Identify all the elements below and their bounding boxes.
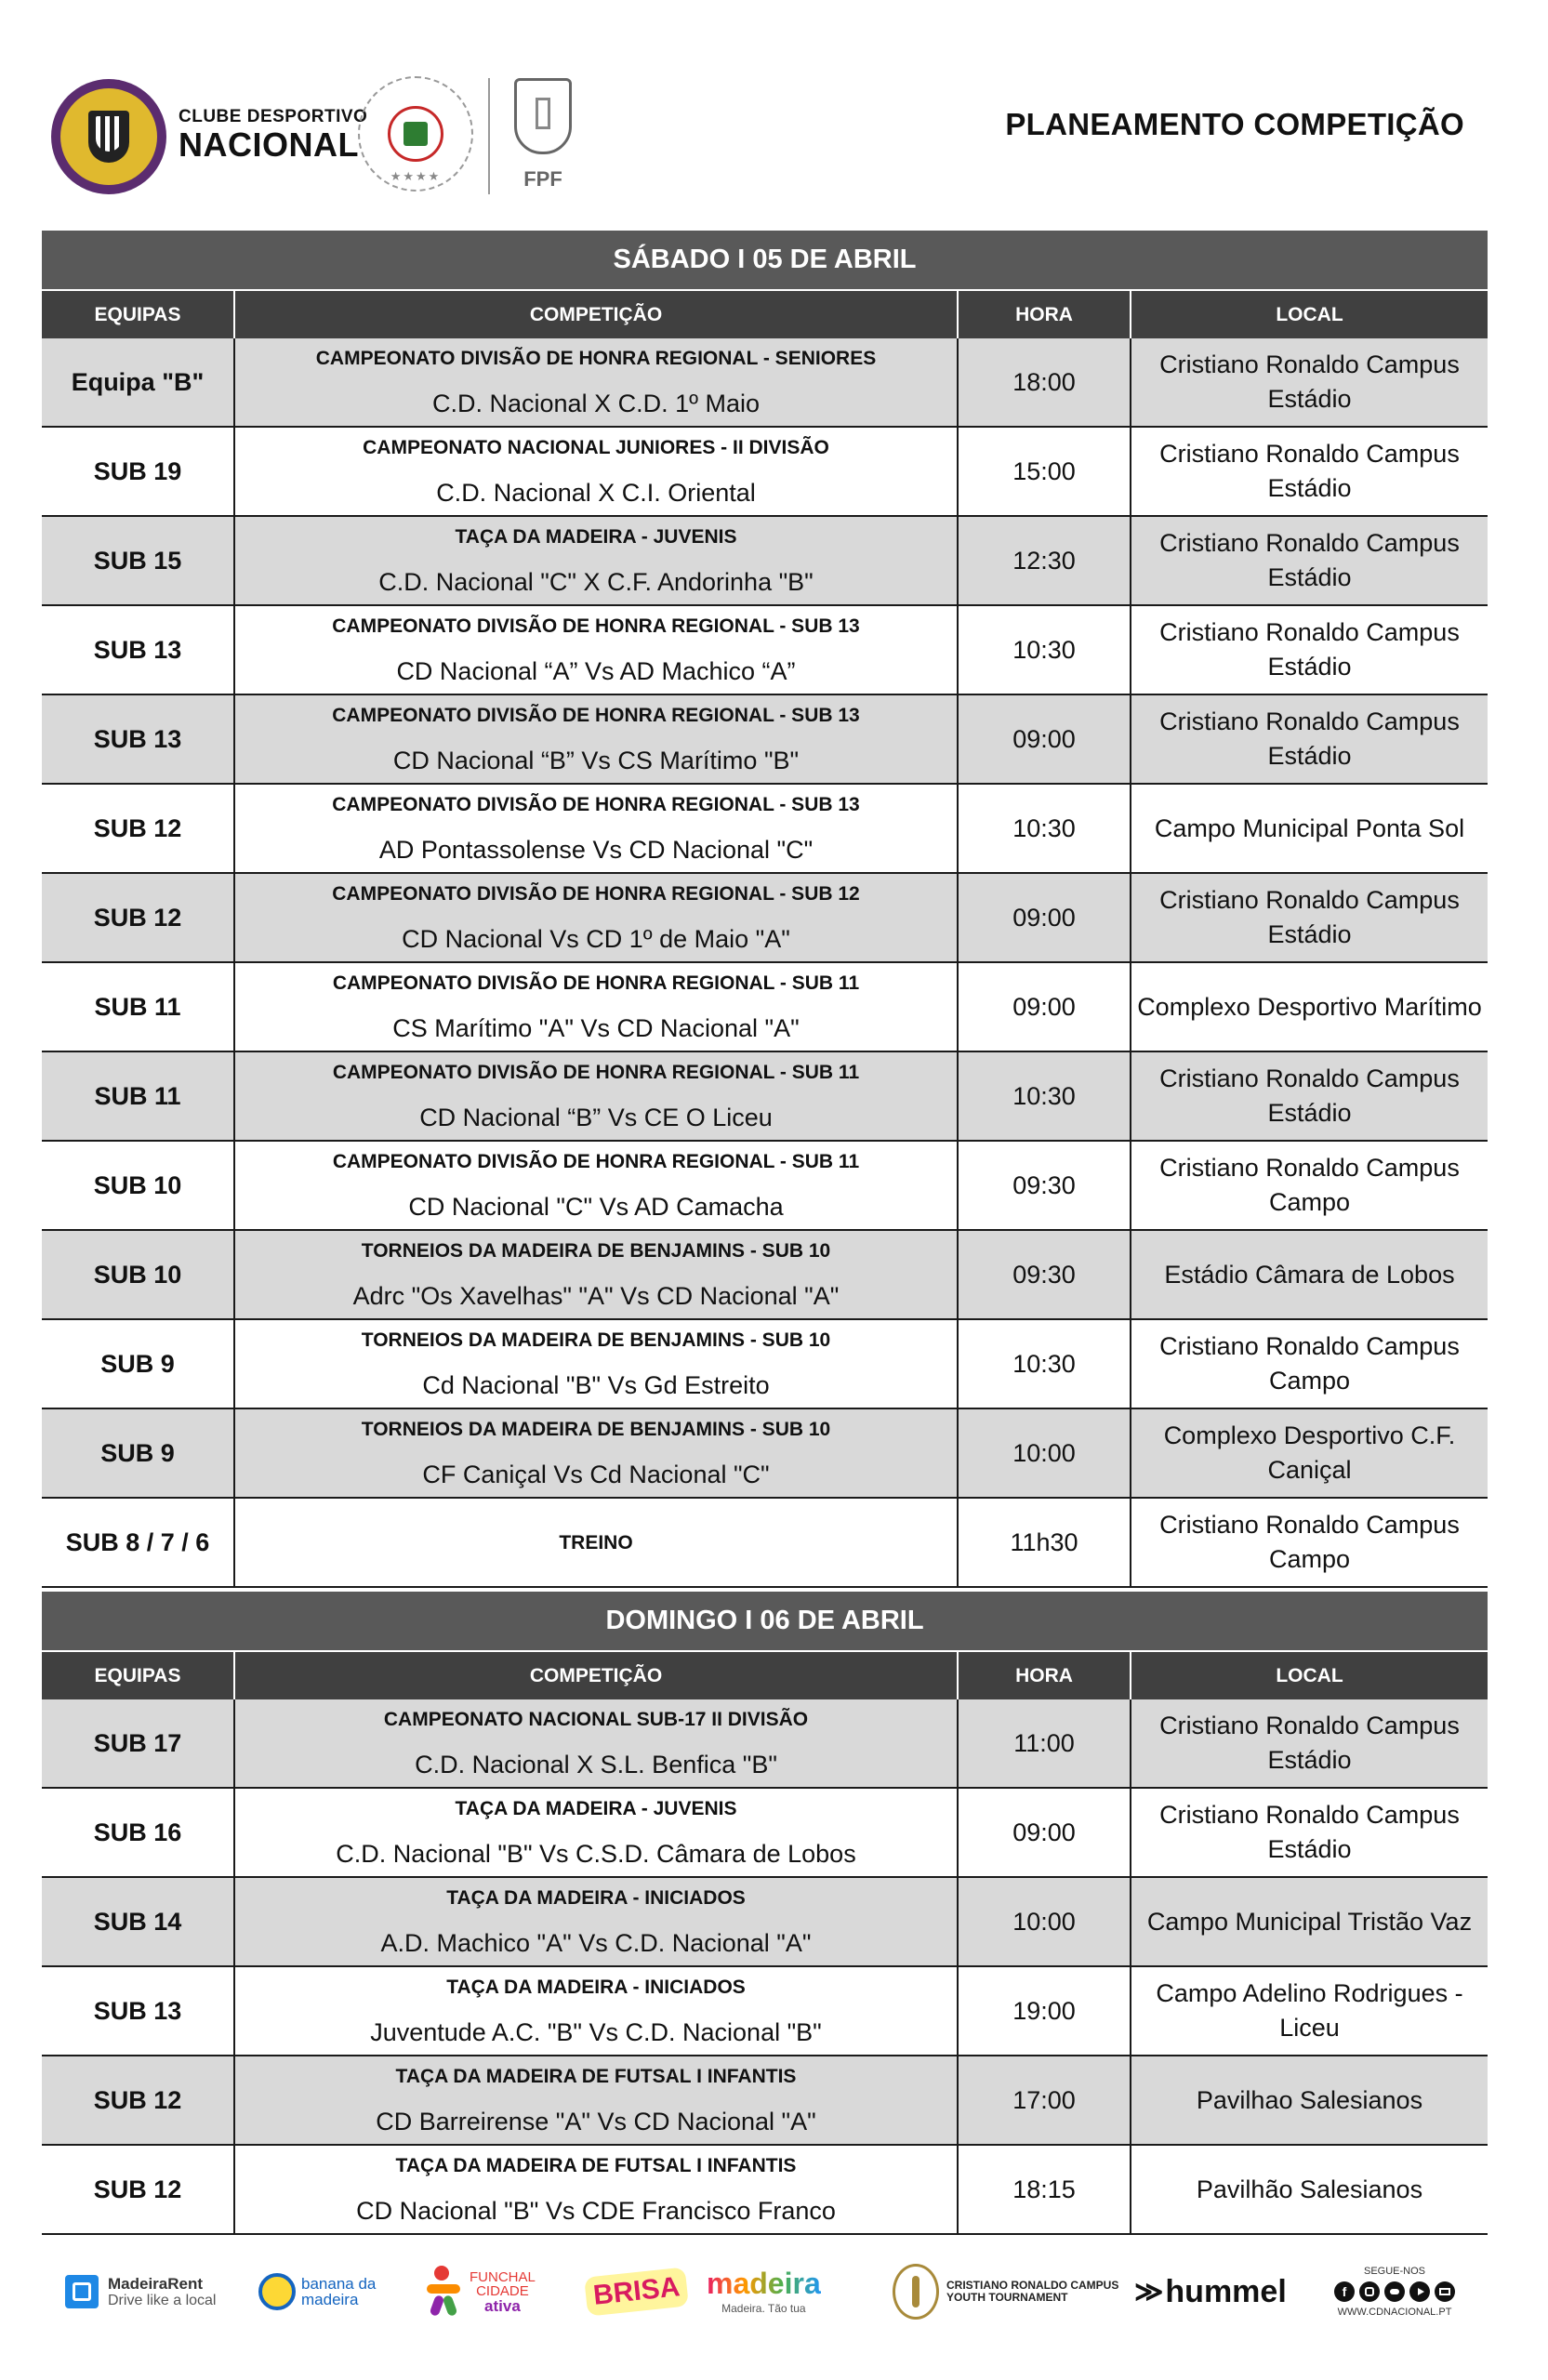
banana-name: banana da madeira [301, 2275, 377, 2308]
sponsor-funchal [423, 2250, 536, 2334]
facebook-icon[interactable]: f [1334, 2281, 1355, 2302]
schedule-row [42, 1499, 1488, 1588]
team-cell: SUB 14 [42, 1878, 235, 1965]
match-fixture: C.D. Nacional "C" X C.F. Andorinha "B" [378, 568, 814, 596]
venue-cell: Cristiano Ronaldo Campus Estádio [1159, 1801, 1460, 1863]
competition-cell [235, 1699, 959, 1787]
cr-campus-logo-icon [893, 2264, 939, 2320]
competition-name: CAMPEONATO DIVISÃO DE HONRA REGIONAL - SENIORES [315, 348, 877, 369]
venue-cell: Cristiano Ronaldo Campus Campo [1159, 1511, 1460, 1573]
schedule-row [42, 785, 1488, 874]
time-cell: 10:30 [959, 1052, 1131, 1140]
competition-cell [235, 428, 959, 515]
team-cell: SUB 16 [42, 1789, 235, 1876]
match-fixture: CD Barreirense "A" Vs CD Nacional "A" [376, 2108, 816, 2135]
team-cell: SUB 12 [42, 785, 235, 872]
time-cell: 11:00 [959, 1699, 1131, 1787]
venue-cell: Cristiano Ronaldo Campus Campo [1159, 1332, 1460, 1395]
team-cell: SUB 19 [42, 428, 235, 515]
team-cell: SUB 8 / 7 / 6 [42, 1499, 235, 1586]
venue-cell: Complexo Desportivo C.F. Caniçal [1163, 1421, 1456, 1484]
team-cell: SUB 9 [42, 1409, 235, 1497]
schedule-row [42, 606, 1488, 695]
funchal-logo-icon [423, 2266, 464, 2318]
madeira-tagline: Madeira. Tão tua [721, 2302, 806, 2315]
competition-cell [235, 874, 959, 961]
schedule-row [42, 1320, 1488, 1409]
venue-cell: Cristiano Ronaldo Campus Estádio [1159, 350, 1460, 413]
team-cell: SUB 10 [42, 1142, 235, 1229]
time-cell: 09:00 [959, 963, 1131, 1051]
venue-cell: Cristiano Ronaldo Campus Estádio [1159, 529, 1460, 591]
competition-name: TORNEIOS DA MADEIRA DE BENJAMINS - SUB 10 [361, 1419, 831, 1440]
sponsor-brisa [586, 2250, 687, 2334]
schedule-row [42, 2146, 1488, 2235]
madeira-logo: madeira [707, 2267, 821, 2300]
schedule-row [42, 2056, 1488, 2146]
venue-cell: Cristiano Ronaldo Campus Estádio [1159, 886, 1460, 948]
schedule-row [42, 1878, 1488, 1967]
email-icon[interactable] [1435, 2281, 1455, 2302]
venue-cell: Pavilhao Salesianos [1196, 2085, 1423, 2114]
time-cell: 19:00 [959, 1967, 1131, 2055]
competition-name: CAMPEONATO DIVISÃO DE HONRA REGIONAL - SUB 11 [332, 1062, 860, 1083]
page-header [0, 0, 1548, 214]
competition-name: TORNEIOS DA MADEIRA DE BENJAMINS - SUB 10 [361, 1329, 831, 1351]
team-cell: SUB 9 [42, 1320, 235, 1408]
competition-cell [235, 1878, 959, 1965]
competition-cell [235, 1320, 959, 1408]
team-cell: SUB 15 [42, 517, 235, 604]
competition-name: CAMPEONATO DIVISÃO DE HONRA REGIONAL - SUB 13 [332, 705, 860, 726]
competition-cell [235, 1967, 959, 2055]
schedule-row [42, 963, 1488, 1052]
team-cell: SUB 12 [42, 2146, 235, 2233]
club-crest-icon [51, 79, 166, 194]
schedule-row [42, 338, 1488, 428]
sunday-schedule [42, 1592, 1488, 2235]
brisa-logo: BRISA [584, 2267, 689, 2316]
competition-name: TAÇA DA MADEIRA DE FUTSAL I INFANTIS [395, 2155, 797, 2176]
venue-cell: Cristiano Ronaldo Campus Campo [1159, 1154, 1460, 1216]
madeirarent-tagline: Drive like a local [108, 2292, 217, 2308]
cr-youth-label: YOUTH TOURNAMENT [946, 2291, 1068, 2304]
match-fixture: CD Nacional "B" Vs CDE Francisco Franco [356, 2197, 836, 2225]
competition-cell [235, 517, 959, 604]
fpf-logo [507, 78, 581, 194]
cr-campus-name: CRISTIANO RONALDO CAMPUS [946, 2278, 1119, 2292]
competition-name: TAÇA DA MADEIRA - INICIADOS [446, 1887, 746, 1909]
sponsor-madeira [707, 2250, 821, 2334]
competition-cell [235, 606, 959, 694]
time-cell: 10:00 [959, 1878, 1131, 1965]
day-header: SÁBADO I 05 DE ABRIL [42, 231, 1488, 289]
club-name-line1: CLUBE DESPORTIVO [179, 107, 368, 126]
time-cell: 15:00 [959, 428, 1131, 515]
sunday-rows [42, 1699, 1488, 2235]
column-header-teams: EQUIPAS [42, 291, 235, 338]
team-cell: SUB 11 [42, 963, 235, 1051]
column-headers [42, 1650, 1488, 1699]
team-cell: SUB 10 [42, 1231, 235, 1318]
competition-name: CAMPEONATO DIVISÃO DE HONRA REGIONAL - SUB 11 [332, 1151, 860, 1172]
page-title: PLANEAMENTO COMPETIÇÃO [1005, 107, 1464, 141]
youtube-icon[interactable] [1409, 2281, 1430, 2302]
schedule-row [42, 874, 1488, 963]
schedule-row [42, 1052, 1488, 1142]
social-links [1334, 2250, 1455, 2334]
time-cell: 10:30 [959, 785, 1131, 872]
banana-logo-icon [258, 2273, 296, 2310]
day-header: DOMINGO I 06 DE ABRIL [42, 1592, 1488, 1650]
schedule-row [42, 1967, 1488, 2056]
schedule-row [42, 428, 1488, 517]
team-cell: SUB 13 [42, 606, 235, 694]
match-fixture: C.D. Nacional X C.D. 1º Maio [432, 390, 760, 417]
match-fixture: Adrc "Os Xavelhas" "A" Vs CD Nacional "A" [352, 1282, 840, 1310]
competition-cell [235, 1499, 959, 1586]
sponsor-bar [56, 2250, 1469, 2334]
sponsor-hummel [1134, 2250, 1287, 2334]
competition-name: TREINO [559, 1532, 633, 1554]
time-cell: 09:00 [959, 1789, 1131, 1876]
team-cell: SUB 13 [42, 1967, 235, 2055]
funchal-line1: FUNCHAL [470, 2268, 536, 2285]
schedule-row [42, 1142, 1488, 1231]
match-fixture: CD Nacional "C" Vs AD Camacha [408, 1193, 784, 1221]
competition-cell [235, 785, 959, 872]
funchal-line2: CIDADE [476, 2282, 529, 2299]
competition-name: CAMPEONATO DIVISÃO DE HONRA REGIONAL - SUB 13 [332, 615, 860, 637]
venue-cell: Pavilhão Salesianos [1196, 2175, 1423, 2203]
column-header-time: HORA [959, 291, 1131, 338]
competition-cell [235, 1231, 959, 1318]
match-fixture: CF Caniçal Vs Cd Nacional "C" [422, 1461, 770, 1488]
hummel-logo: hummel [1165, 2273, 1287, 2309]
hummel-logo-icon: ≫ [1134, 2276, 1164, 2307]
time-cell: 12:30 [959, 517, 1131, 604]
competition-name: TAÇA DA MADEIRA - JUVENIS [455, 526, 737, 548]
time-cell: 17:00 [959, 2056, 1131, 2144]
team-cell: SUB 11 [42, 1052, 235, 1140]
madeirarent-logo-icon [65, 2275, 99, 2308]
competition-name: CAMPEONATO NACIONAL SUB-17 II DIVISÃO [383, 1709, 809, 1730]
match-fixture: C.D. Nacional X C.I. Oriental [436, 479, 756, 507]
sponsor-cr-campus [893, 2250, 1118, 2334]
match-fixture: CD Nacional “A” Vs AD Machico “A” [396, 657, 796, 685]
column-header-venue: LOCAL [1276, 303, 1343, 325]
competition-cell [235, 963, 959, 1051]
match-fixture: CD Nacional “B” Vs CE O Liceu [419, 1104, 773, 1131]
competition-name: CAMPEONATO NACIONAL JUNIORES - II DIVISÃO [363, 437, 829, 458]
madeirarent-name: MadeiraRent [108, 2274, 204, 2293]
club-name-line2: NACIONAL [179, 126, 359, 164]
venue-cell: Cristiano Ronaldo Campus Estádio [1159, 618, 1460, 681]
match-fixture: CD Nacional Vs CD 1º de Maio "A" [402, 925, 790, 953]
website-link[interactable]: WWW.CDNACIONAL.PT [1337, 2307, 1452, 2318]
competition-name: TAÇA DA MADEIRA - JUVENIS [455, 1798, 737, 1819]
time-cell: 18:00 [959, 338, 1131, 426]
time-cell: 09:30 [959, 1142, 1131, 1229]
schedule-row [42, 695, 1488, 785]
schedule-row [42, 517, 1488, 606]
column-header-venue: LOCAL [1276, 1664, 1343, 1686]
competition-cell [235, 338, 959, 426]
time-cell: 10:00 [959, 1409, 1131, 1497]
match-fixture: Cd Nacional "B" Vs Gd Estreito [422, 1371, 770, 1399]
venue-cell: Estádio Câmara de Lobos [1164, 1260, 1455, 1289]
schedule-row [42, 1699, 1488, 1789]
time-cell: 10:30 [959, 1320, 1131, 1408]
venue-cell: Campo Municipal Ponta Sol [1154, 813, 1465, 842]
competition-name: TAÇA DA MADEIRA - INICIADOS [446, 1977, 746, 1998]
match-fixture: Juventude A.C. "B" Vs C.D. Nacional "B" [370, 2018, 822, 2046]
certified-academy-icon: ★★★★ [358, 76, 473, 192]
match-fixture: C.D. Nacional X S.L. Benfica "B" [415, 1751, 777, 1778]
venue-cell: Cristiano Ronaldo Campus Estádio [1159, 707, 1460, 770]
fpf-label: FPF [523, 167, 562, 191]
column-headers [42, 289, 1488, 338]
instagram-icon[interactable] [1359, 2281, 1380, 2302]
time-cell: 09:00 [959, 874, 1131, 961]
follow-us-label: SEGUE-NOS [1363, 2266, 1425, 2277]
venue-cell: Cristiano Ronaldo Campus Estádio [1159, 1712, 1460, 1774]
twitter-icon[interactable] [1384, 2281, 1405, 2302]
match-fixture: C.D. Nacional "B" Vs C.S.D. Câmara de Lobos [336, 1840, 856, 1868]
competition-name: CAMPEONATO DIVISÃO DE HONRA REGIONAL - SUB 11 [332, 972, 860, 994]
team-cell: SUB 13 [42, 695, 235, 783]
column-header-competition: COMPETIÇÃO [235, 291, 959, 338]
competition-name: CAMPEONATO DIVISÃO DE HONRA REGIONAL - SUB 13 [332, 794, 860, 815]
funchal-line3: ativa [484, 2296, 521, 2315]
column-header-time: HORA [959, 1652, 1131, 1699]
logo-divider [488, 78, 490, 194]
schedule-row [42, 1789, 1488, 1878]
venue-cell: Campo Municipal Tristão Vaz [1146, 1907, 1473, 1936]
team-cell: Equipa "B" [42, 338, 235, 426]
competition-cell [235, 695, 959, 783]
venue-cell: Complexo Desportivo Marítimo [1137, 992, 1482, 1021]
sponsor-banana [258, 2250, 394, 2334]
competition-name: TORNEIOS DA MADEIRA DE BENJAMINS - SUB 10 [361, 1240, 831, 1262]
sponsor-madeirarent [65, 2250, 216, 2334]
saturday-rows [42, 338, 1488, 1588]
fpf-shield-icon [514, 78, 572, 154]
competition-cell [235, 1409, 959, 1497]
column-header-teams: EQUIPAS [42, 1652, 235, 1699]
competition-cell [235, 1789, 959, 1876]
time-cell: 11h30 [959, 1499, 1131, 1586]
competition-name: CAMPEONATO DIVISÃO DE HONRA REGIONAL - SUB 12 [332, 883, 860, 905]
team-cell: SUB 12 [42, 874, 235, 961]
team-cell: SUB 12 [42, 2056, 235, 2144]
venue-cell: Cristiano Ronaldo Campus Estádio [1159, 1064, 1460, 1127]
match-fixture: CD Nacional “B” Vs CS Marítimo "B" [392, 747, 800, 774]
time-cell: 09:30 [959, 1231, 1131, 1318]
time-cell: 18:15 [959, 2146, 1131, 2233]
venue-cell: Campo Adelino Rodrigues - Liceu [1156, 1979, 1463, 2042]
time-cell: 10:30 [959, 606, 1131, 694]
column-header-competition: COMPETIÇÃO [235, 1652, 959, 1699]
time-cell: 09:00 [959, 695, 1131, 783]
competition-cell [235, 1052, 959, 1140]
competition-cell [235, 1142, 959, 1229]
venue-cell: Cristiano Ronaldo Campus Estádio [1159, 440, 1460, 502]
saturday-schedule [42, 231, 1488, 1588]
match-fixture: A.D. Machico "A" Vs C.D. Nacional "A" [380, 1929, 812, 1957]
competition-cell [235, 2146, 959, 2233]
match-fixture: CS Marítimo "A" Vs CD Nacional "A" [392, 1014, 800, 1042]
match-fixture: AD Pontassolense Vs CD Nacional "C" [378, 836, 814, 864]
schedule-row [42, 1231, 1488, 1320]
competition-cell [235, 2056, 959, 2144]
club-name [179, 108, 367, 162]
team-cell: SUB 17 [42, 1699, 235, 1787]
schedule-row [42, 1409, 1488, 1499]
competition-name: TAÇA DA MADEIRA DE FUTSAL I INFANTIS [395, 2066, 797, 2087]
